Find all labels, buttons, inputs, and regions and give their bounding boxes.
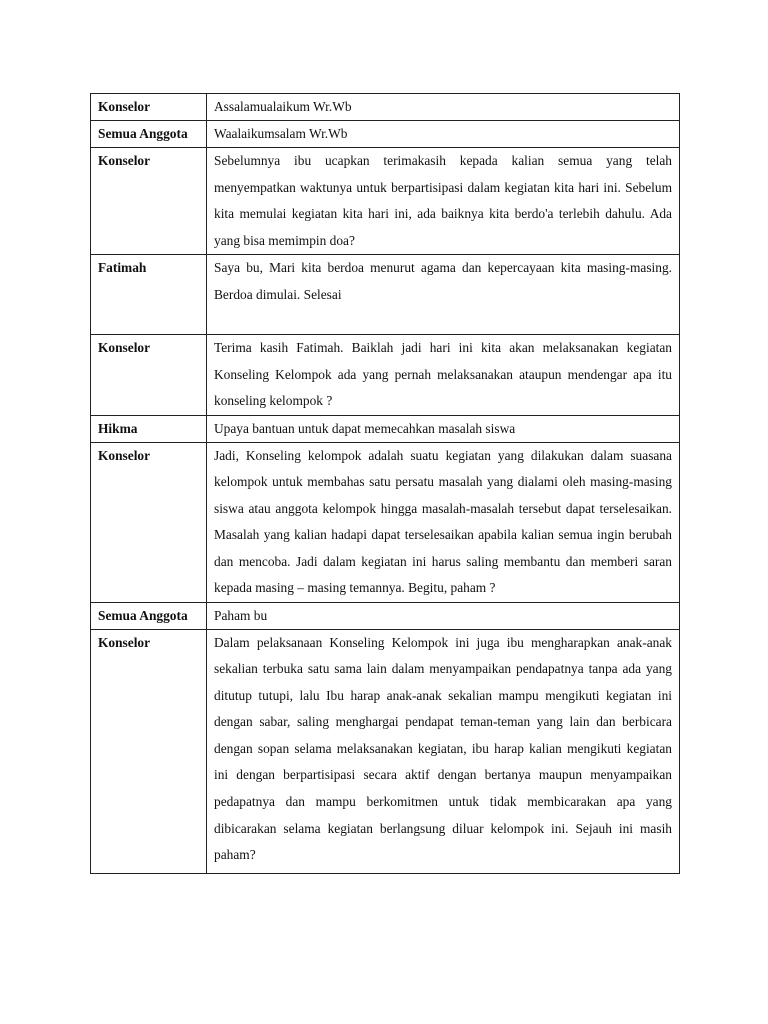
table-row — [91, 94, 680, 121]
dialogue-text: Waalaikumsalam Wr.Wb — [207, 121, 680, 148]
table-row — [91, 442, 680, 602]
speaker-name: Semua Anggota — [91, 602, 207, 629]
dialogue-text: Jadi, Konseling kelompok adalah suatu kegiatan yang dilakukan dalam suasana kelompok untuk membahas satu persatu masalah yang dialami oleh masing-masing siswa atau anggota kelompok hingga masalah-masalah tersebut dapat terselesaikan. Masalah yang kalian hadapi dapat terselesaikan apabila kalian semua ingin berubah dan mencoba. Jadi dalam kegiatan ini harus saling membantu dan memberi saran kepada masing – masing temannya. Begitu, paham ? — [207, 442, 680, 602]
dialogue-text: Dalam pelaksanaan Konseling Kelompok ini juga ibu mengharapkan anak-anak sekalian terbuka satu sama lain dalam menyampaikan pendapatnya tanpa ada yang ditutup tutupi, lalu Ibu harap anak-anak sekalian mampu mengikuti kegiatan ini dengan sabar, saling menghargai pendapat teman-teman yang lain dan berbicara dengan sopan selama melaksanakan kegiatan, ibu harap kalian mengikuti kegiatan ini dengan berpartisipasi secara aktif dengan bertanya maupun menyampaikan pedapatnya dan mampu berkomitmen untuk tidak membicarakan apa yang dibicarakan selama kegiatan berlangsung diluar kelompok ini. Sejauh ini masih paham? — [207, 629, 680, 873]
table-row — [91, 121, 680, 148]
speaker-name: Hikma — [91, 415, 207, 442]
speaker-name: Konselor — [91, 442, 207, 602]
table-row — [91, 335, 680, 416]
dialogue-text: Upaya bantuan untuk dapat memecahkan masalah siswa — [207, 415, 680, 442]
dialogue-text: Sebelumnya ibu ucapkan terimakasih kepada kalian semua yang telah menyempatkan waktunya untuk berpartisipasi dalam kegiatan kita hari ini. Sebelum kita memulai kegiatan kita hari ini, ada baiknya kita berdo'a terlebih dahulu. Ada yang bisa memimpin doa? — [207, 148, 680, 255]
dialogue-text: Paham bu — [207, 602, 680, 629]
dialogue-table — [90, 93, 680, 874]
table-row — [91, 148, 680, 255]
dialogue-text: Terima kasih Fatimah. Baiklah jadi hari ini kita akan melaksanakan kegiatan Konseling Kelompok ada yang pernah melaksanakan ataupun mendengar apa itu konseling kelompok ? — [207, 335, 680, 416]
dialogue-text: Assalamualaikum Wr.Wb — [207, 94, 680, 121]
speaker-name: Konselor — [91, 629, 207, 873]
speaker-name: Fatimah — [91, 255, 207, 335]
table-row — [91, 255, 680, 335]
speaker-name: Semua Anggota — [91, 121, 207, 148]
speaker-name: Konselor — [91, 335, 207, 416]
dialogue-text: Saya bu, Mari kita berdoa menurut agama dan kepercayaan kita masing-masing. Berdoa dimulai. Selesai — [207, 255, 680, 335]
table-row — [91, 602, 680, 629]
table-row — [91, 629, 680, 873]
table-row — [91, 415, 680, 442]
speaker-name: Konselor — [91, 94, 207, 121]
speaker-name: Konselor — [91, 148, 207, 255]
